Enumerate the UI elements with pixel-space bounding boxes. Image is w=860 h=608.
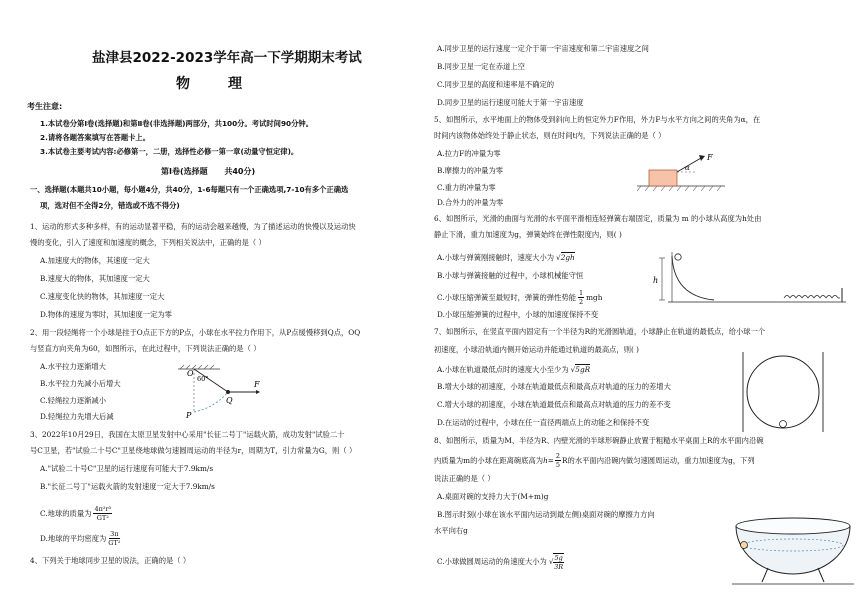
q8-bowl-rim xyxy=(736,518,850,534)
q6-c-denominator: 2 xyxy=(579,298,584,306)
q7-stem-line1: 7、如图所示，在竖直平面内固定有一个半径为R的光滑圆轨道，小球静止在轨道的最低点，给小球一个 xyxy=(434,327,766,336)
q8-option-c-text: C.小球做圆周运动的角速度大小为 xyxy=(437,557,547,566)
q3-option-c-text: C.地球的质量为 xyxy=(40,508,92,518)
notice-item-1: 1.本试卷分第Ⅰ卷(选择题)和第Ⅱ卷(非选择题)两部分，共100分。考试时间90分钟。 xyxy=(40,119,313,128)
q5-stem-line2: 时间内该物体始终处于静止状态，则在时间t内，下列说法正确的是（ ） xyxy=(434,131,666,140)
q6-option-c xyxy=(437,289,602,306)
q2-label-o: O xyxy=(187,369,194,378)
q2-stem-line2: 与竖直方向夹角为60，如图所示，在此过程中，下列说法正确的是（ ） xyxy=(30,344,261,353)
q7-option-a xyxy=(437,364,590,375)
q8-option-b-line2: 水平向右g xyxy=(434,526,468,535)
q1-option-c: C.速度变化快的物体，其加速度一定大 xyxy=(40,292,165,301)
q3-d-numerator: 3π xyxy=(110,530,119,538)
q8-stem-line2 xyxy=(434,452,755,469)
q3-option-d-text: D.地球的平均密度为 xyxy=(40,533,107,543)
q6-spring xyxy=(784,296,840,299)
q8-h-symbol: h= xyxy=(543,455,554,465)
q6-curve-spring-figure xyxy=(648,250,848,306)
q3-c-denominator: GT² xyxy=(96,514,109,522)
q6-option-a-text: A.小球与弹簧刚接触时，速度大小为 xyxy=(437,252,555,262)
q6-option-c-unit: mgh xyxy=(586,292,603,302)
q5-option-b: B.摩擦力的冲量为零 xyxy=(437,166,504,175)
q3-c-numerator: 4π²r³ xyxy=(94,505,112,513)
notice-item-3: 3.本试卷主要考试内容:必修第一，二册，选择性必修一第一章(动量守恒定律)。 xyxy=(40,147,299,156)
q1-stem-line2: 慢的变化，引入了速度和加速度的概念，下列相关说法中，正确的是（ ） xyxy=(30,238,266,247)
q1-option-d: D.物体的速度为零时，其加速度一定为零 xyxy=(40,310,172,319)
q6-option-b: B.小球与弹簧接触的过程中，小球机械能守恒 xyxy=(437,271,584,280)
q2-arc-path xyxy=(194,392,228,412)
q2-label-p: P xyxy=(186,411,192,420)
q6-sqrt-sign: √ xyxy=(556,252,561,262)
q4-option-d: D.同步卫星的运行速度可能大于第一宇宙速度 xyxy=(437,98,584,107)
q7-option-b: B.增大小球的初速度，小球在轨道最低点和最高点对轨道的压力的差增大 xyxy=(437,382,671,391)
q2-option-b: B.水平拉力先减小后增大 xyxy=(40,379,121,388)
q8-c-denominator: 3R xyxy=(554,563,564,571)
q2-force-arrowhead xyxy=(256,390,260,394)
q3-option-b: B."长征二号丁"运载火箭的发射速度一定大于7.9km/s xyxy=(40,482,215,491)
q1-option-a: A.加速度大的物体，其速度一定大 xyxy=(40,256,150,265)
q6-label-h: h xyxy=(653,276,659,285)
q5-force-arrowhead xyxy=(699,155,705,161)
q6-option-d: D.小球压缩弹簧的过程中，小球的加速度保持不变 xyxy=(437,310,599,319)
exam-title: 盐津县2022-2023学年高一下学期期末考试 xyxy=(92,50,362,66)
q7-circle-track-figure xyxy=(736,352,830,432)
q8-fraction xyxy=(555,452,561,469)
q3-option-d-fraction xyxy=(108,530,120,547)
q7-a-radicand: 5gR xyxy=(575,365,591,374)
q6-option-a xyxy=(437,252,575,263)
q5-block xyxy=(649,170,677,186)
q5-label-f: F xyxy=(707,153,713,162)
q2-stem-line1: 2、用一段轻绳将一个小球是挂于O点正下方的P点，小球在水平拉力作用下，从P点缓慢移到Q点，OQ xyxy=(30,328,361,337)
q7-option-a-text: A.小球在轨道最低点时的速度大小至少为 xyxy=(437,364,569,374)
q7-sqrt-sign: √ xyxy=(570,364,576,374)
notice-item-2: 2.请将各题答案填写在答题卡上。 xyxy=(40,133,151,142)
q6-ball xyxy=(675,254,681,260)
q3-option-c xyxy=(40,505,112,522)
q2-option-d: D.轻绳拉力先增大后减 xyxy=(40,412,114,421)
q5-option-d: D.合外力的冲量为零 xyxy=(437,198,504,207)
q8-stem-line2-text: 内质量为m的小球在距离碗底高为 xyxy=(434,455,544,465)
q4-stem: 4、下列关于地球同步卫星的说法，正确的是（ ） xyxy=(30,556,191,565)
q2-label-q: Q xyxy=(226,396,233,405)
section1-heading: 第Ⅰ卷(选择题 共40分) xyxy=(161,167,256,176)
q5-label-alpha: α xyxy=(685,164,690,172)
q6-stem-line2: 静止下滑，重力加速度为g，弹簧始终在弹性限度内，则( ) xyxy=(434,230,622,239)
q7-option-c: C.增大小球的初速度，小球在轨道最低点和最高点对轨道的压力的差不变 xyxy=(437,400,671,409)
q8-stem-line3: 说法正确的是（ ） xyxy=(434,474,495,483)
q7-option-d: D.在运动的过程中，小球在任一直径两端点上的动能之和保持不变 xyxy=(437,418,650,427)
q8-ball xyxy=(741,542,748,549)
q8-denominator: 5 xyxy=(555,461,561,469)
q2-label-f: F xyxy=(254,380,260,389)
q8-sqrt-sign: √ xyxy=(548,557,554,566)
q2-label-angle: 60° xyxy=(197,375,209,383)
q3-stem-line2: 号C卫星，若"试验二十号C"卫星绕地球做匀速圆周运动的半径为r，周期为T，引力常量为G，则（ ） xyxy=(30,446,357,455)
q3-option-c-fraction xyxy=(93,505,112,522)
q8-option-a: A.桌面对碗的支持力大于(M+m)g xyxy=(437,492,549,501)
q7-stem-line2: 初速度，小球沿轨道内侧开始运动并能通过轨道的最高点，则( ) xyxy=(434,345,640,354)
q6-stem-line1: 6、如图所示，光滑的曲面与光滑的水平面平滑相连轻弹簧右端固定，质量为 m 的小球从高度为h处由 xyxy=(434,214,762,223)
q3-stem-line1: 3、2022年10月29日，我国在太原卫星发射中心采用"长征二号丁"运载火箭，成功发射"试验二十 xyxy=(30,430,345,439)
q1-stem-line1: 1、运动的形式多种多样，有的运动显著平稳，有的运动会越来越慢，为了描述运动的快慢以及运动快 xyxy=(30,222,356,231)
q7-ball xyxy=(780,421,787,428)
q8-stem-line1: 8、如图所示，质量为M、半径为R、内壁光滑的半球形碗静止放置于粗糙水平桌面上R的水平面内沿碗 xyxy=(434,436,764,445)
q3-d-denominator: GT² xyxy=(108,539,121,547)
q1-option-b: B.速度大的物体，其加速度一定大 xyxy=(40,274,150,283)
q8-bowl-figure xyxy=(730,512,856,588)
q2-ball xyxy=(226,390,230,394)
q3-option-a: A."试验二十号C"卫星的运行速度有可能大于7.9km/s xyxy=(40,464,214,473)
q8-option-b-line1: B.图示时刻(小球在该水平面内运动到最左侧)桌面对碗的摩擦力方向 xyxy=(437,510,655,519)
q6-option-c-fraction xyxy=(578,289,584,306)
q8-option-c xyxy=(437,553,564,571)
q6-a-radicand: 2gh xyxy=(560,253,575,262)
q8-c-numerator: 5g xyxy=(554,554,563,562)
q4-option-c: C.同步卫星的高度和速率是不确定的 xyxy=(437,80,555,89)
q5-stem-line1: 5、如图所示，水平地面上的物体受到斜向上的恒定外力F作用，外力F与水平方向之间的夹角为α，在 xyxy=(434,115,761,124)
q4-option-b: B.同步卫星一定在赤道上空 xyxy=(437,62,525,71)
q4-option-a: A.同步卫星的运行速度一定介于第一宇宙速度和第二宇宙速度之间 xyxy=(437,44,649,53)
q8-numerator: 2 xyxy=(555,452,561,460)
q5-option-c: C.重力的冲量为零 xyxy=(437,183,496,192)
q6-c-numerator: 1 xyxy=(579,289,584,297)
q2-option-a: A.水平拉力逐渐增大 xyxy=(40,362,106,371)
q6-option-c-text: C.小球压缩弹簧至最短时，弹簧的弹性势能 xyxy=(437,292,576,302)
q8-stem-line2-rest: R的水平面内沿碗内做匀速圆周运动，重力加速度为g，下列 xyxy=(562,455,755,465)
q5-option-a: A.拉力F的冲量为零 xyxy=(437,149,501,158)
q3-option-d xyxy=(40,530,120,547)
q2-option-c: C.轻绳拉力逐渐减小 xyxy=(40,396,107,405)
q2-pendulum-figure xyxy=(170,360,270,422)
subject-title: 物理 xyxy=(176,76,280,92)
q8-c-fraction xyxy=(553,553,563,571)
q7-circular-track xyxy=(747,356,819,428)
section1-instruction-line2: 项，选对但不全得2分，错选或不选不得分) xyxy=(40,201,180,210)
section1-instruction-line1: 一、选择题(本题共10小题，每小题4分，共40分，1-6每题只有一个正确选项,7-10有多个正确选 xyxy=(30,185,349,194)
notice-heading: 考生注意: xyxy=(27,102,63,111)
q5-block-figure xyxy=(635,150,727,196)
q6-curved-surface xyxy=(672,256,714,300)
